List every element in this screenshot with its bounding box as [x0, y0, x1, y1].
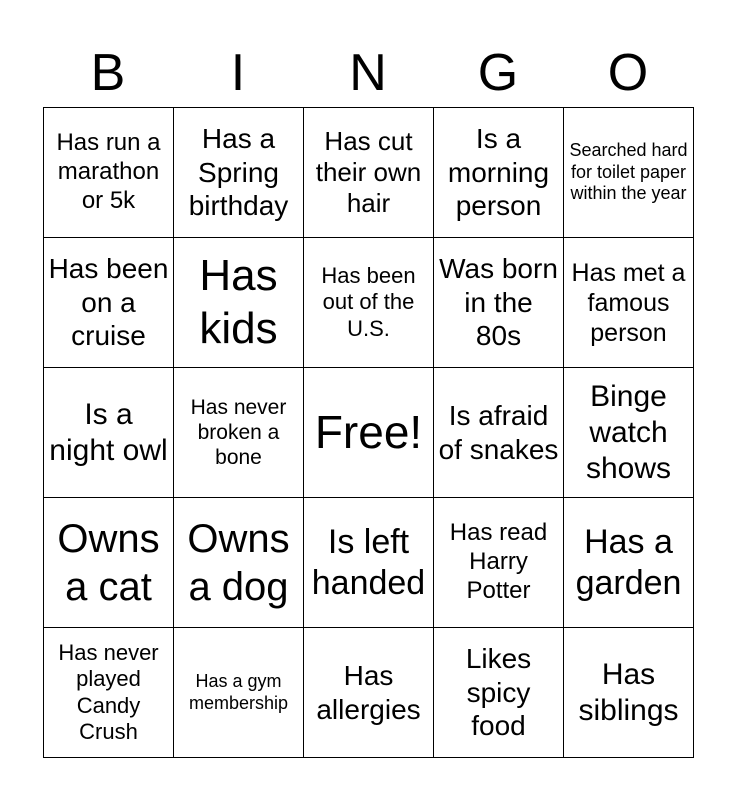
bingo-board [43, 107, 694, 758]
board-row [44, 108, 694, 238]
bingo-cell[interactable]: Has never played Candy Crush [44, 628, 174, 758]
board-row [44, 368, 694, 498]
bingo-cell[interactable]: Has a garden [564, 498, 694, 628]
bingo-cell[interactable]: Searched hard for toilet paper within the year [564, 108, 694, 238]
bingo-cell[interactable]: Is a morning person [434, 108, 564, 238]
bingo-cell[interactable]: Has a gym membership [174, 628, 304, 758]
board-row [44, 238, 694, 368]
free-space-cell[interactable]: Free! [304, 368, 434, 498]
bingo-cell[interactable]: Is afraid of snakes [434, 368, 564, 498]
bingo-cell[interactable]: Has been out of the U.S. [304, 238, 434, 368]
bingo-cell[interactable]: Binge watch shows [564, 368, 694, 498]
bingo-cell[interactable]: Has a Spring birthday [174, 108, 304, 238]
header-letter-i: I [230, 44, 246, 102]
bingo-cell[interactable]: Has siblings [564, 628, 694, 758]
bingo-cell[interactable]: Has met a famous person [564, 238, 694, 368]
header-letter-o: O [607, 44, 649, 102]
bingo-cell[interactable]: Has never broken a bone [174, 368, 304, 498]
bingo-cell[interactable]: Owns a dog [174, 498, 304, 628]
header-letter-g: G [477, 44, 519, 102]
bingo-cell[interactable]: Has read Harry Potter [434, 498, 564, 628]
bingo-cell[interactable]: Has been on a cruise [44, 238, 174, 368]
bingo-header [43, 40, 693, 106]
bingo-cell[interactable]: Owns a cat [44, 498, 174, 628]
bingo-cell[interactable]: Was born in the 80s [434, 238, 564, 368]
bingo-cell[interactable]: Has run a marathon or 5k [44, 108, 174, 238]
board-row [44, 498, 694, 628]
header-letter-b: B [90, 44, 126, 102]
bingo-cell[interactable]: Likes spicy food [434, 628, 564, 758]
bingo-cell[interactable]: Is a night owl [44, 368, 174, 498]
board-row [44, 628, 694, 758]
header-letter-n: N [349, 44, 387, 102]
bingo-cell[interactable]: Has allergies [304, 628, 434, 758]
bingo-cell[interactable]: Has cut their own hair [304, 108, 434, 238]
bingo-cell[interactable]: Is left handed [304, 498, 434, 628]
bingo-cell[interactable]: Has kids [174, 238, 304, 368]
